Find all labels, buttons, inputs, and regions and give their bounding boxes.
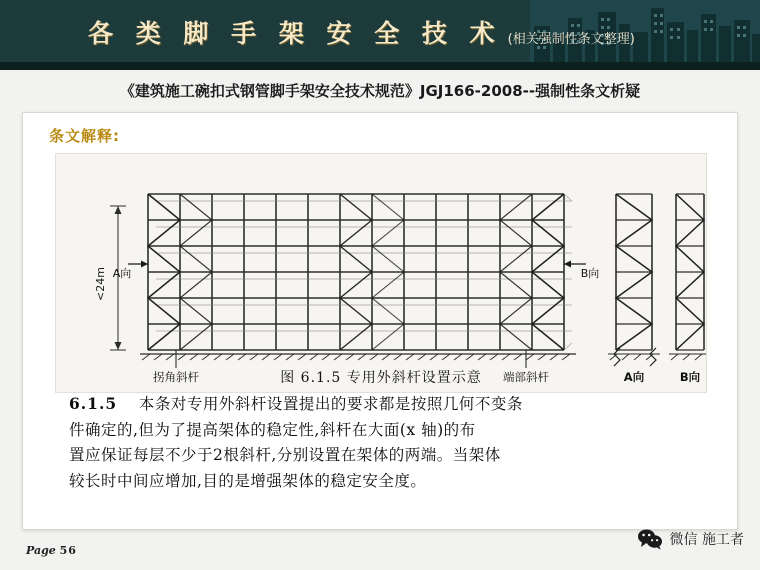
document-subtitle: 《建筑施工碗扣式钢管脚手架安全技术规范》JGJ166-2008--强制性条文析疑 (119, 82, 641, 100)
banner-bottom-stripe (0, 62, 760, 70)
wechat-attribution (637, 528, 744, 550)
footer-page-prefix: Page (26, 544, 56, 557)
clause-body-line-1 (69, 391, 699, 418)
clause-body-line-3: 置应保证每层不少于2根斜杆,分别设置在架体的两端。当架体 (69, 446, 501, 464)
content-card (22, 112, 738, 530)
end-brace-label: 端部斜杆 (503, 370, 549, 384)
corner-brace-label: 拐角斜杆 (153, 370, 199, 384)
footer-page-number: 56 (59, 544, 77, 557)
view-a-label: A向 (112, 267, 132, 280)
wechat-icon (637, 528, 663, 550)
clause-line-text-1: 本条对专用外斜杆设置提出的要求都是按照几何不变条 (138, 395, 523, 413)
height-dimension-label: <24m (94, 267, 107, 301)
detail-a-caption: A向 (623, 370, 645, 384)
header-banner (0, 0, 760, 70)
header-title-group (88, 14, 635, 50)
page-title: 各 类 脚 手 架 安 全 技 术 (88, 19, 502, 48)
page-subtitle: (相关强制性条文整理) (507, 32, 635, 47)
figure-caption: 图 6.1.5 专用外斜杆设置示意 (280, 370, 482, 386)
footer-page-indicator (26, 544, 77, 557)
clause-number: 6.1.5 (69, 394, 118, 413)
clause-explanation-label: 条文解释: (49, 127, 120, 145)
view-b-label: B向 (580, 267, 600, 280)
clause-body-line-2: 件确定的,但为了提高架体的稳定性,斜杆在大面(x 轴)的布 (69, 420, 476, 439)
clause-body (69, 391, 699, 519)
scaffold-figure (55, 153, 707, 393)
clause-body-line-4: 较长时中间应增加,目的是增强架体的稳定安全度。 (69, 471, 427, 490)
detail-b-caption: B向 (679, 370, 701, 384)
scaffold-figure-drawing (56, 154, 707, 393)
wechat-label: 微信 施工者 (669, 532, 744, 548)
